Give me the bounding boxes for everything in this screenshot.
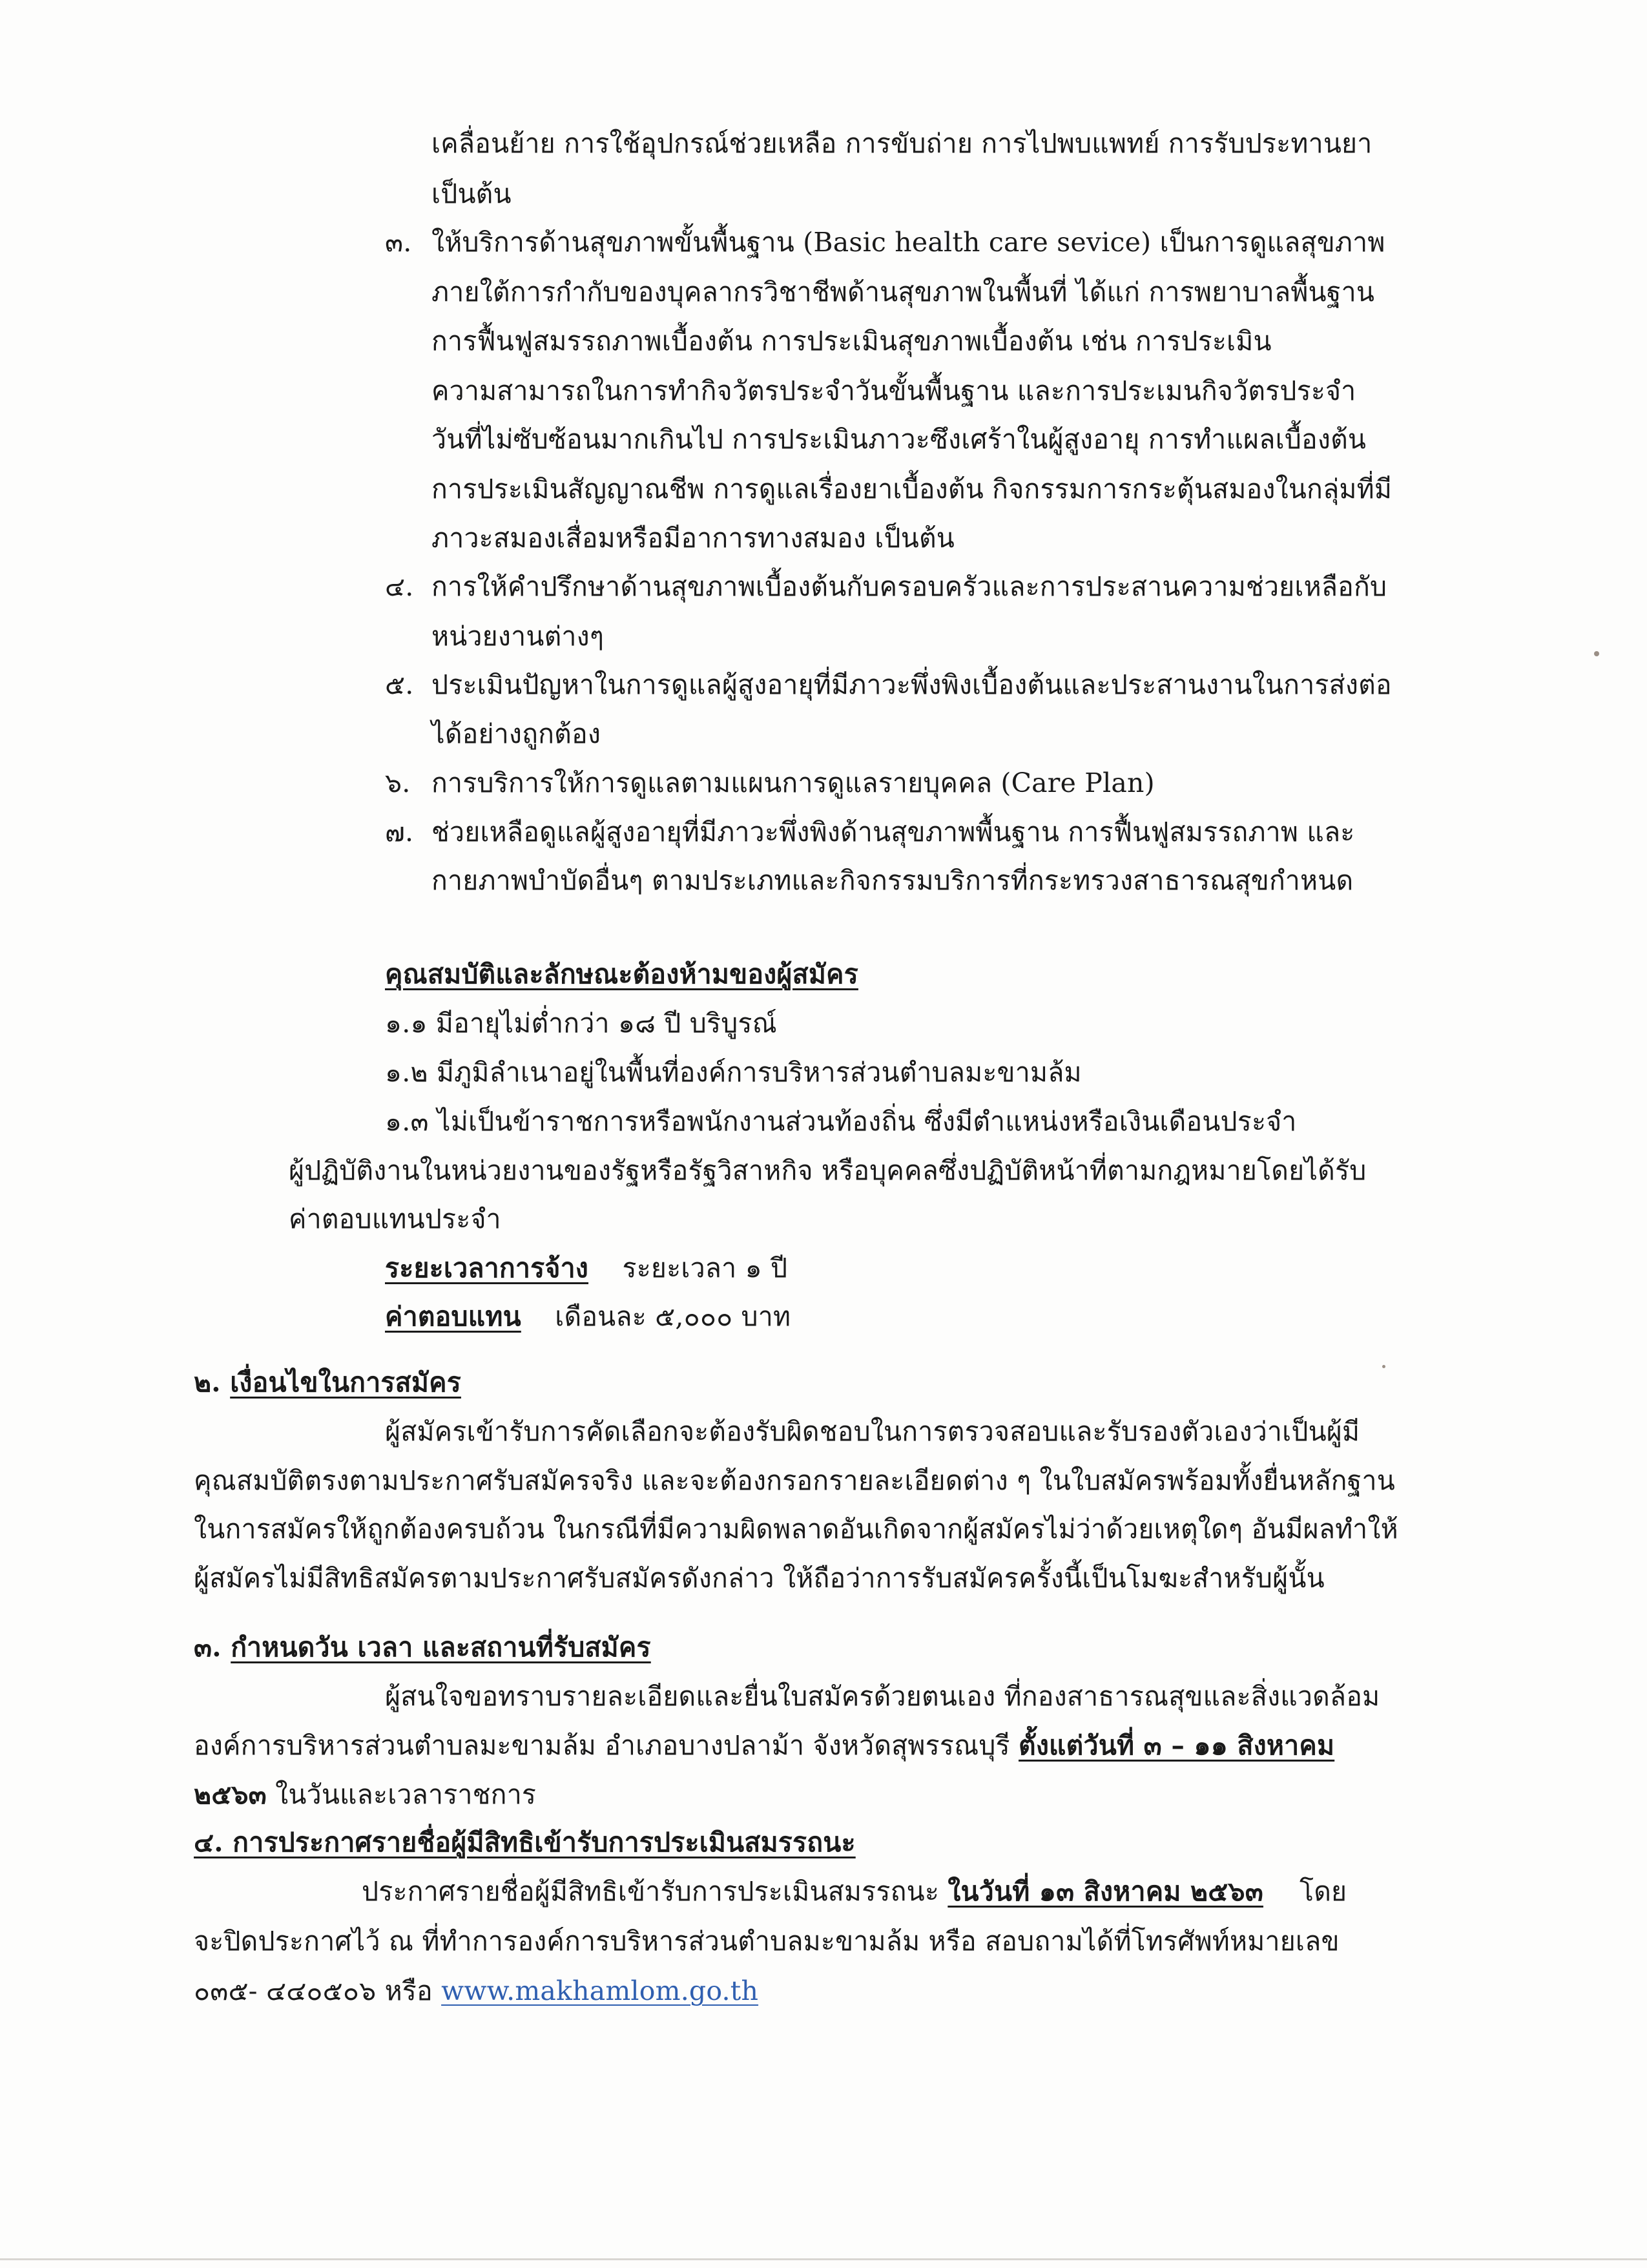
scan-speck [1382, 1365, 1385, 1368]
page-bottom-edge [0, 2258, 1647, 2260]
section2-number: ๒. [194, 1367, 221, 1398]
section3-line3-text: ในวันและเวลาราชการ [266, 1779, 537, 1810]
section4-line3 [194, 1971, 758, 2010]
scan-speck [1594, 651, 1599, 656]
employment-term-value: ระยะเวลา ๑ ปี [622, 1253, 788, 1284]
section4-line1-tail: โดย [1300, 1876, 1347, 1907]
section2-heading: เงื่อนไขในการสมัคร [230, 1367, 461, 1398]
section3-application-dates: ตั้งแต่วันที่ ๓ – ๑๑ สิงหาคม [1019, 1730, 1335, 1761]
section4-announcement-date: ในวันที่ ๑๓ สิงหาคม ๒๕๖๓ [948, 1876, 1263, 1907]
item3-number: ๓. [385, 227, 412, 258]
item6-number: ๖. [385, 767, 411, 798]
section2-line4: ผู้สมัครไม่มีสิทธิสมัครตามประกาศรับสมัครดังกล่าว ให้ถือว่าการรับสมัครครั้งนี้เป็นโมฆะสำหรับผู้นั้น [194, 1563, 1325, 1594]
compensation-value: เดือนละ ๕,๐๐๐ บาท [555, 1301, 791, 1332]
item3-line4: ความสามารถในการทำกิจวัตรประจำวันขั้นพื้นฐาน และการประเมนกิจวัตรประจำ [431, 375, 1356, 406]
item3-line6: การประเมินสัญญาณชีพ การดูแลเรื่องยาเบื้องต้น กิจกรรมการกระตุ้นสมองในกลุ่มที่มี [431, 473, 1393, 505]
item4-number: ๔. [385, 571, 414, 602]
item5-line2: ได้อย่างถูกต้อง [431, 718, 601, 749]
section4-line1-text: ประกาศรายชื่อผู้มีสิทธิเข้ารับการประเมินสมรรถนะ [362, 1876, 948, 1907]
section2-line3: ในการสมัครให้ถูกต้องครบถ้วน ในกรณีที่มีความผิดพลาดอันเกิดจากผู้สมัครไม่ว่าด้วยเหตุใดๆ อันมีผลทำให้ [194, 1514, 1398, 1545]
item3-line5: วันที่ไม่ซับซ้อนมากเกินไป การประเมินภาวะซึงเศร้าในผู้สูงอายุ การทำแผลเบื้องต้น [431, 424, 1367, 455]
item3-line2: ภายใต้การกำกับของบุคลากรวิชาชีพด้านสุขภาพในพื้นที่ ได้แก่ การพยาบาลพื้นฐาน [431, 276, 1375, 307]
section3-line2-text: องค์การบริหารส่วนตำบลมะขามล้ม อำเภอบางปลาม้า จังหวัดสุพรรณบุรี [194, 1730, 1019, 1761]
item7-line2: กายภาพบำบัดอื่นๆ ตามประเภทและกิจกรรมบริการที่กระทรวงสาธารณสุขกำหนด [431, 865, 1354, 896]
item5-number: ๕. [385, 669, 414, 700]
section3-year: ๒๕๖๓ [194, 1779, 267, 1810]
employment-term-row [385, 1249, 787, 1287]
section3-heading-row [194, 1628, 651, 1667]
section4-line2: จะปิดประกาศไว้ ณ ที่ทำการองค์การบริหารส่วนตำบลมะขามล้ม หรือ สอบถามได้ที่โทรศัพท์หมายเลข [194, 1926, 1340, 1957]
item2-continuation-line2: เป็นต้น [431, 178, 512, 209]
qualification-1-2: ๑.๒ มีภูมิลำเนาอยู่ในพื้นที่องค์การบริหารส่วนตำบลมะขามล้ม [385, 1057, 1082, 1088]
item3-line7: ภาวะสมองเสื่อมหรือมีอาการทางสมอง เป็นต้น [431, 523, 955, 554]
website-link[interactable]: www.makhamlom.go.th [441, 1975, 759, 2006]
section2-line2: คุณสมบัติตรงตามประกาศรับสมัครจริง และจะต้องกรอกรายละเอียดต่าง ๆ ในใบสมัครพร้อมทั้งยื่นหลักฐาน [194, 1465, 1395, 1496]
qualification-1-3-line1: ๑.๓ ไม่เป็นข้าราชการหรือพนักงานส่วนท้องถิ่น ซึ่งมีตำแหน่งหรือเงินเดือนประจำ [385, 1106, 1297, 1137]
item6-line1: การบริการให้การดูแลตามแผนการดูแลรายบุคคล (Care Plan) [431, 767, 1155, 798]
qualification-1-3-line3: ค่าตอบแทนประจำ [289, 1203, 501, 1234]
section3-line3 [194, 1775, 536, 1814]
item7-number: ๗. [385, 817, 414, 848]
item5-line1: ประเมินปัญหาในการดูแลผู้สูงอายุที่มีภาวะพึ่งพิงเบื้องต้นและประสานงานในการส่งต่อ [431, 669, 1392, 700]
employment-term-label: ระยะเวลาการจ้าง [385, 1253, 589, 1284]
section2-heading-row [194, 1363, 461, 1402]
item7-line1: ช่วยเหลือดูแลผู้สูงอายุที่มีภาวะพึ่งพิงด้านสุขภาพพื้นฐาน การฟื้นฟูสมรรถภาพ และ [431, 817, 1355, 848]
section2-line1: ผู้สมัครเข้ารับการคัดเลือกจะต้องรับผิดชอบในการตรวจสอบและรับรองตัวเองว่าเป็นผู้มี [385, 1416, 1360, 1447]
qualification-1-3-line2: ผู้ปฏิบัติงานในหน่วยงานของรัฐหรือรัฐวิสาหกิจ หรือบุคคลซึ่งปฏิบัติหน้าที่ตามกฎหมายโดยได้รับ [289, 1155, 1367, 1186]
section4-phone: ๐๓๕- ๔๔๐๕๐๖ หรือ [194, 1975, 442, 2006]
item3-line3: การฟื้นฟูสมรรถภาพเบื้องต้น การประเมินสุขภาพเบื้องต้น เช่น การประเมิน [431, 326, 1272, 357]
section4-line1 [362, 1872, 1263, 1911]
item4-line2: หน่วยงานต่างๆ [431, 621, 605, 652]
compensation-label: ค่าตอบแทน [385, 1301, 521, 1332]
item3-line1: ให้บริการด้านสุขภาพขั้นพื้นฐาน (Basic health care sevice) เป็นการดูแลสุขภาพ [431, 227, 1385, 258]
section4-heading: ๔. การประกาศรายชื่อผู้มีสิทธิเข้ารับการประเมินสมรรถนะ [194, 1827, 856, 1858]
qualifications-heading: คุณสมบัติและลักษณะต้องห้ามของผู้สมัคร [385, 959, 858, 990]
compensation-row [385, 1297, 791, 1336]
item2-continuation-line1: เคลื่อนย้าย การใช้อุปกรณ์ช่วยเหลือ การขับถ่าย การไปพบแพทย์ การรับประทานยา [431, 128, 1372, 159]
qualification-1-1: ๑.๑ มีอายุไม่ต่ำกว่า ๑๘ ปี บริบูรณ์ [385, 1008, 777, 1039]
section3-line1: ผู้สนใจขอทราบรายละเอียดและยื่นใบสมัครด้วยตนเอง ที่กองสาธารณสุขและสิ่งแวดล้อม [385, 1681, 1380, 1712]
section3-heading: กำหนดวัน เวลา และสถานที่รับสมัคร [231, 1632, 651, 1663]
item4-line1: การให้คำปรึกษาด้านสุขภาพเบื้องต้นกับครอบครัวและการประสานความช่วยเหลือกับ [431, 571, 1387, 602]
section3-line2 [194, 1726, 1334, 1765]
section3-number: ๓. [194, 1632, 222, 1663]
